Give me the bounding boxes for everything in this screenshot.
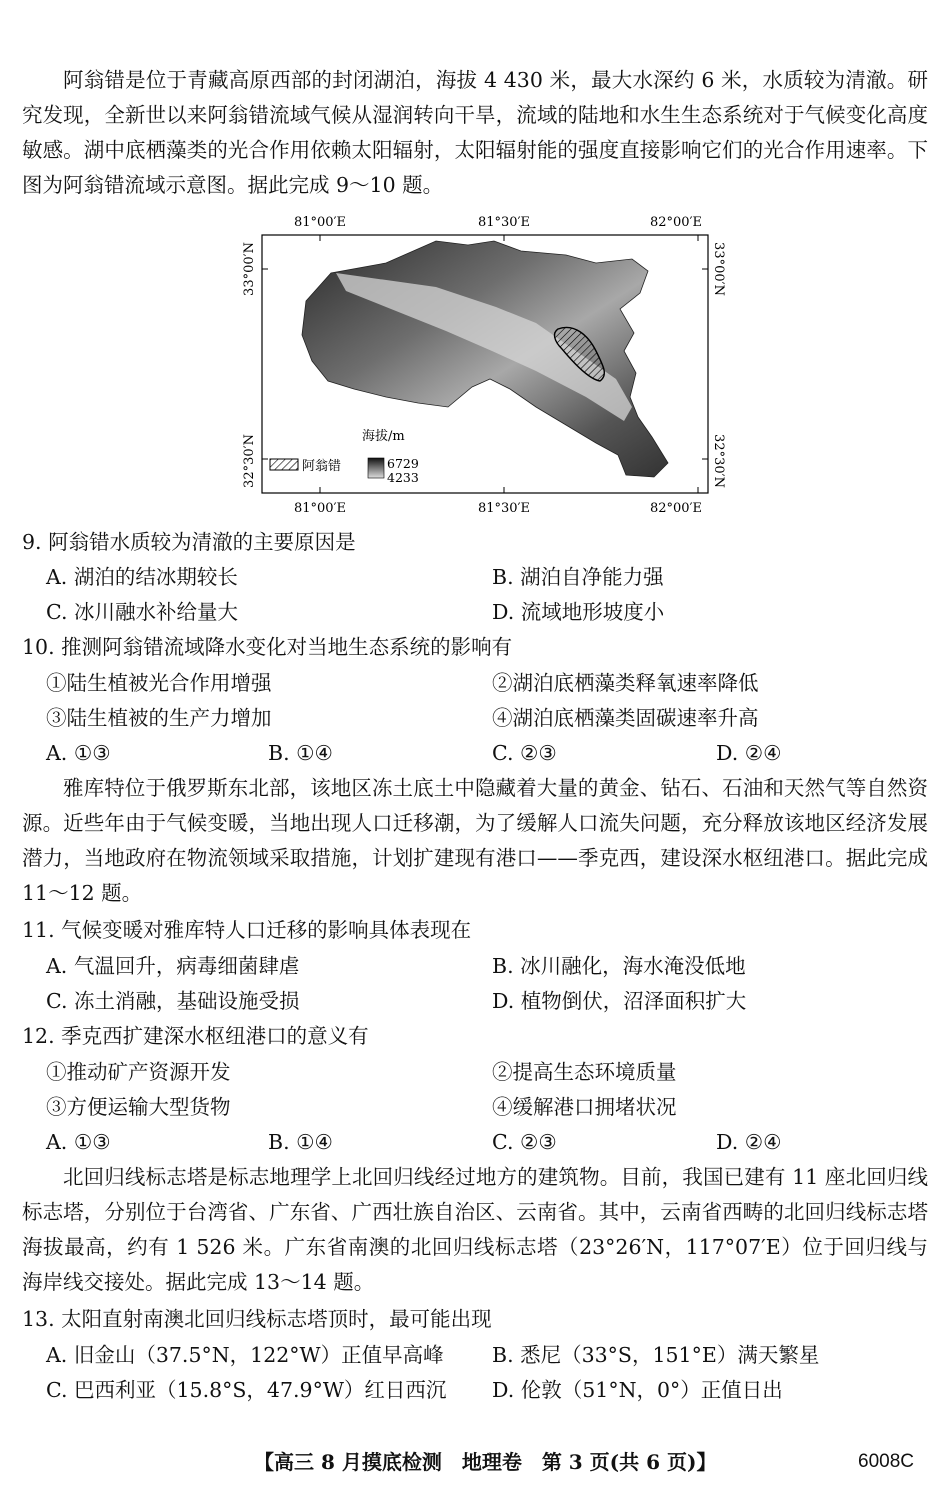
q10-statement-1: ①陆生植被光合作用增强: [46, 671, 272, 695]
legend-high: 6729: [387, 456, 419, 471]
q12-statement-2: ②提高生态环境质量: [492, 1060, 677, 1084]
q13-option-b: B. 悉尼（33°S，151°E）满天繁星: [492, 1343, 820, 1367]
q9-option-a: A. 湖泊的结冰期较长: [46, 565, 238, 589]
q9-option-c: C. 冰川融水补给量大: [46, 600, 238, 624]
right-label-2: 32°30′N: [711, 434, 726, 488]
q9-option-b: B. 湖泊自净能力强: [492, 565, 664, 589]
q11-option-b: B. 冰川融化，海水淹没低地: [492, 954, 746, 978]
q12-option-c: C. ②③: [492, 1130, 557, 1154]
q12-statement-4: ④缓解港口拥堵状况: [492, 1095, 677, 1119]
top-label-2: 81°30′E: [477, 215, 531, 230]
q10-statement-4: ④湖泊底栖藻类固碳速率升高: [492, 706, 759, 730]
q12-statement-3: ③方便运输大型货物: [46, 1095, 231, 1119]
q12-stem: 12. 季克西扩建深水枢纽港口的意义有: [22, 1024, 369, 1048]
q11-option-a: A. 气温回升，病毒细菌肆虐: [46, 954, 300, 978]
left-label-1: 33°00′N: [242, 242, 257, 296]
bottom-label-1: 81°00′E: [293, 501, 347, 516]
q13-option-a: A. 旧金山（37.5°N，122°W）正值早高峰: [46, 1343, 444, 1367]
top-label-3: 82°00′E: [649, 215, 703, 230]
footer-title: 【高三 8 月摸底检测 地理卷 第 3 页(共 6 页)】: [254, 1450, 717, 1474]
q12-option-b: B. ①④: [268, 1130, 333, 1154]
passage-yakutia: 雅库特位于俄罗斯东北部，该地区冻土底土中隐藏着大量的黄金、钻石、石油和天然气等自然资源。近些年由于气候变暖，当地出现人口迁移潮，为了缓解人口流失问题，充分释放该地区经济发展潜力，当地政府在物流领域采取措施，计划扩建现有港口——季克西，建设深水枢纽港口。据此完成 11～12 题。: [22, 776, 928, 905]
q10-option-a: A. ①③: [46, 741, 111, 765]
passage-tropic-tower: 北回归线标志塔是标志地理学上北回归线经过地方的建筑物。目前，我国已建有 11 座北回归线标志塔，分别位于台湾省、广东省、广西壮族自治区、云南省。其中，云南省西畴的北回归线标志塔海拔最高，约有 1 526 米。广东省南澳的北回归线标志塔（23°26′N，117°07′E）位于回归线与海岸线交接处。据此完成 13～14 题。: [22, 1165, 928, 1294]
q11-option-c: C. 冻土消融，基础设施受损: [46, 989, 300, 1013]
q13-stem: 13. 太阳直射南澳北回归线标志塔顶时，最可能出现: [22, 1307, 492, 1331]
q11-stem: 11. 气候变暖对雅库特人口迁移的影响具体表现在: [22, 918, 472, 942]
q10-statement-3: ③陆生植被的生产力增加: [46, 706, 272, 730]
passage-awongco: 阿翁错是位于青藏高原西部的封闭湖泊，海拔 4 430 米，最大水深约 6 米，水质较为清澈。研究发现，全新世以来阿翁错流域气候从湿润转向干旱，流域的陆地和水生生态系统对于气候变化高度敏感。湖中底栖藻类的光合作用依赖太阳辐射，太阳辐射能的强度直接影响它们的光合作用速率。下图为阿翁错流域示意图。据此完成 9～10 题。: [22, 68, 928, 197]
legend-title: 海拔/m: [362, 429, 405, 444]
q12-option-a: A. ①③: [46, 1130, 111, 1154]
top-label-1: 81°00′E: [293, 215, 347, 230]
q12-option-d: D. ②④: [716, 1130, 782, 1154]
right-label-1: 33°00′N: [711, 242, 726, 296]
q9-option-d: D. 流域地形坡度小: [492, 600, 665, 624]
q10-statement-2: ②湖泊底栖藻类释氧速率降低: [492, 671, 759, 695]
q10-option-b: B. ①④: [268, 741, 333, 765]
q11-option-d: D. 植物倒伏，沼泽面积扩大: [492, 989, 747, 1013]
q10-option-d: D. ②④: [716, 741, 782, 765]
legend-elevation-ramp: [368, 458, 384, 478]
awongco-basin-map: [236, 211, 726, 519]
q10-stem: 10. 推测阿翁错流域降水变化对当地生态系统的影响有: [22, 635, 513, 659]
legend-lake-swatch: [270, 459, 298, 470]
bottom-label-3: 82°00′E: [649, 501, 703, 516]
legend-low: 4233: [387, 470, 419, 485]
q13-option-c: C. 巴西利亚（15.8°S，47.9°W）红日西沉: [46, 1378, 447, 1402]
bottom-label-2: 81°30′E: [477, 501, 531, 516]
footer-code: 6008C: [858, 1451, 914, 1472]
q9-stem: 9. 阿翁错水质较为清澈的主要原因是: [22, 530, 356, 554]
legend-lake-label: 阿翁错: [302, 459, 342, 474]
q13-option-d: D. 伦敦（51°N，0°）正值日出: [492, 1378, 783, 1402]
q10-option-c: C. ②③: [492, 741, 557, 765]
left-label-2: 32°30′N: [242, 434, 257, 488]
q12-statement-1: ①推动矿产资源开发: [46, 1060, 231, 1084]
